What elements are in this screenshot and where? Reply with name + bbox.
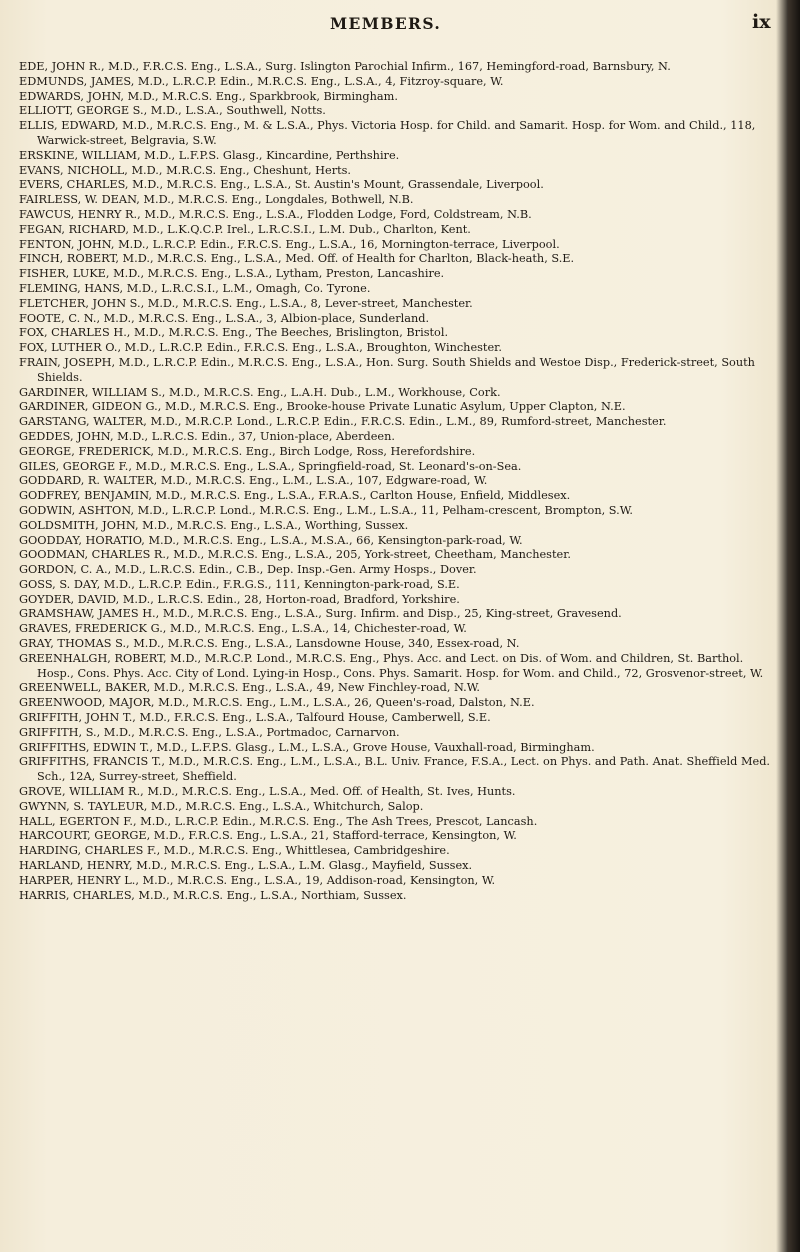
member-entry: EVERS, CHARLES, M.D., M.R.C.S. Eng., L.S.A., St. Austin's Mount, Grassendale, Liverpool.: [19, 178, 544, 192]
member-entry: FISHER, LUKE, M.D., M.R.C.S. Eng., L.S.A., Lytham, Preston, Lancashire.: [19, 267, 445, 281]
member-entry: GILES, GEORGE F., M.D., M.R.C.S. Eng., L.S.A., Springfield-road, St. Leonard's-on-Sea.: [19, 459, 522, 473]
member-entry: HARCOURT, GEORGE, M.D., F.R.C.S. Eng., L.S.A., 21, Stafford-terrace, Kensington, W.: [19, 829, 517, 843]
member-entry: HARDING, CHARLES F., M.D., M.R.C.S. Eng., Whittlesea, Cambridgeshire.: [19, 844, 450, 858]
member-entry: FOX, LUTHER O., M.D., L.R.C.P. Edin., F.R.C.S. Eng., L.S.A., Broughton, Winchester.: [19, 341, 502, 355]
member-entry: HARLAND, HENRY, M.D., M.R.C.S. Eng., L.S.A., L.M. Glasg., Mayfield, Sussex.: [19, 859, 473, 873]
page-header: [0, 11, 800, 42]
member-entry: HARPER, HENRY L., M.D., M.R.C.S. Eng., L.S.A., 19, Addison-road, Kensington, W.: [19, 873, 496, 887]
member-entry: GOYDER, DAVID, M.D., L.R.C.S. Edin., 28, Horton-road, Bradford, Yorkshire.: [19, 592, 460, 606]
member-entry: GARDINER, WILLIAM S., M.D., M.R.C.S. Eng., L.A.H. Dub., L.M., Workhouse, Cork.: [19, 385, 501, 399]
member-entry: GOSS, S. DAY, M.D., L.R.C.P. Edin., F.R.G.S., 111, Kennington-park-road, S.E.: [19, 577, 460, 591]
member-entry: GARDINER, GIDEON G., M.D., M.R.C.S. Eng., Brooke-house Private Lunatic Asylum, Upper Clapton, N.E.: [19, 400, 626, 414]
member-entry: FENTON, JOHN, M.D., L.R.C.P. Edin., F.R.C.S. Eng., L.S.A., 16, Mornington-terrace, Liverpool.: [19, 237, 560, 251]
member-entry: GODDARD, R. WALTER, M.D., M.R.C.S. Eng., L.M., L.S.A., 107, Edgware-road, W.: [19, 474, 488, 488]
member-entry: FLETCHER, JOHN S., M.D., M.R.C.S. Eng., L.S.A., 8, Lever-street, Manchester.: [19, 296, 473, 310]
member-entry: GWYNN, S. TAYLEUR, M.D., M.R.C.S. Eng., L.S.A., Whitchurch, Salop.: [19, 799, 424, 813]
member-entry: GRAY, THOMAS S., M.D., M.R.C.S. Eng., L.S.A., Lansdowne House, 340, Essex-road, N.: [19, 637, 520, 651]
member-entry: FLEMING, HANS, M.D., L.R.C.S.I., L.M., Omagh, Co. Tyrone.: [19, 281, 371, 295]
member-entry: FOX, CHARLES H., M.D., M.R.C.S. Eng., The Beeches, Brislington, Bristol.: [19, 326, 449, 340]
member-entry: ERSKINE, WILLIAM, M.D., L.F.P.S. Glasg., Kincardine, Perthshire.: [19, 148, 400, 162]
member-entry: GREENHALGH, ROBERT, M.D., M.R.C.P. Lond., M.R.C.S. Eng., Phys. Acc. and Lect. on Dis. of Wom. and Children, St. Barthol. Hosp., Cons. Phys. Acc. City of Lond. Lying-in Hosp., Cons. Phys. Samarit. Hosp. for Wom. and Child., 72, Grosvenor-street, W.: [19, 651, 764, 680]
member-entry: GRIFFITH, JOHN T., M.D., F.R.C.S. Eng., L.S.A., Talfourd House, Camberwell, S.E.: [19, 711, 491, 725]
member-entry: FINCH, ROBERT, M.D., M.R.C.S. Eng., L.S.A., Med. Off. of Health for Charlton, Black-heath, S.E.: [19, 252, 575, 266]
member-entry: EDWARDS, JOHN, M.D., M.R.C.S. Eng., Sparkbrook, Birmingham.: [19, 89, 398, 103]
member-entry: GREENWOOD, MAJOR, M.D., M.R.C.S. Eng., L.M., L.S.A., 26, Queen's-road, Dalston, N.E.: [19, 696, 535, 710]
member-entry: ELLIS, EDWARD, M.D., M.R.C.S. Eng., M. & L.S.A., Phys. Victoria Hosp. for Child. and Samarit. Hosp. for Wom. and Child., 118, Warwick-street, Belgravia, S.W.: [19, 119, 756, 147]
running-head: MEMBERS.: [330, 14, 442, 33]
member-entry: GROVE, WILLIAM R., M.D., M.R.C.S. Eng., L.S.A., Med. Off. of Health, St. Ives, Hunts.: [19, 785, 516, 799]
member-entry: GOLDSMITH, JOHN, M.D., M.R.C.S. Eng., L.S.A., Worthing, Sussex.: [19, 518, 409, 532]
member-entry: FRAIN, JOSEPH, M.D., L.R.C.P. Edin., M.R.C.S. Eng., L.S.A., Hon. Surg. South Shields and Westoe Disp., Frederick-street, South Shields.: [19, 355, 755, 384]
member-entry: FEGAN, RICHARD, M.D., L.K.Q.C.P. Irel., L.R.C.S.I., L.M. Dub., Charlton, Kent.: [19, 222, 471, 236]
member-entry: HALL, EGERTON F., M.D., L.R.C.P. Edin., M.R.C.S. Eng., The Ash Trees, Prescot, Lancash.: [19, 814, 538, 828]
member-entry: ELLIOTT, GEORGE S., M.D., L.S.A., Southwell, Notts.: [19, 104, 326, 118]
member-entry: HARRIS, CHARLES, M.D., M.R.C.S. Eng., L.S.A., Northiam, Sussex.: [19, 888, 407, 902]
book-spine-edge: [788, 0, 800, 1252]
member-entry: GRIFFITH, S., M.D., M.R.C.S. Eng., L.S.A., Portmadoc, Carnarvon.: [19, 725, 400, 739]
page-number: ix: [752, 11, 771, 33]
member-entry: EDMUNDS, JAMES, M.D., L.R.C.P. Edin., M.R.C.S. Eng., L.S.A., 4, Fitzroy-square, W.: [19, 74, 504, 88]
member-entry: EVANS, NICHOLL, M.D., M.R.C.S. Eng., Cheshunt, Herts.: [19, 163, 352, 177]
member-entry: GRAMSHAW, JAMES H., M.D., M.R.C.S. Eng., L.S.A., Surg. Infirm. and Disp., 25, King-street, Gravesend.: [19, 607, 622, 621]
member-entry: GEDDES, JOHN, M.D., L.R.C.S. Edin., 37, Union-place, Aberdeen.: [19, 429, 395, 443]
member-entry: GRIFFITHS, FRANCIS T., M.D., M.R.C.S. Eng., L.M., L.S.A., B.L. Univ. France, F.S.A., Lect. on Phys. and Path. Anat. Sheffield Med. Sch., 12A, Surrey-street, Sheffield.: [19, 755, 771, 784]
member-entry: GREENWELL, BAKER, M.D., M.R.C.S. Eng., L.S.A., 49, New Finchley-road, N.W.: [19, 681, 480, 695]
member-entry: EDE, JOHN R., M.D., F.R.C.S. Eng., L.S.A., Surg. Islington Parochial Infirm., 167, Hemingford-road, Barnsbury, N.: [19, 60, 671, 73]
member-entry: GRAVES, FREDERICK G., M.D., M.R.C.S. Eng., L.S.A., 14, Chichester-road, W.: [19, 622, 467, 636]
member-entry: GARSTANG, WALTER, M.D., M.R.C.P. Lond., L.R.C.P. Edin., F.R.C.S. Edin., L.M., 89, Rumford-street, Manchester.: [19, 415, 667, 429]
member-entry: GRIFFITHS, EDWIN T., M.D., L.F.P.S. Glasg., L.M., L.S.A., Grove House, Vauxhall-road, Birmingham.: [19, 740, 595, 754]
member-entry: GOODDAY, HORATIO, M.D., M.R.C.S. Eng., L.S.A., M.S.A., 66, Kensington-park-road, W.: [19, 533, 523, 547]
member-entry: GOODMAN, CHARLES R., M.D., M.R.C.S. Eng., L.S.A., 205, York-street, Cheetham, Manchester.: [19, 548, 571, 562]
member-entry: FAWCUS, HENRY R., M.D., M.R.C.S. Eng., L.S.A., Flodden Lodge, Ford, Coldstream, N.B.: [19, 207, 532, 221]
member-entry: GEORGE, FREDERICK, M.D., M.R.C.S. Eng., Birch Lodge, Ross, Herefordshire.: [19, 444, 476, 458]
member-entry: FOOTE, C. N., M.D., M.R.C.S. Eng., L.S.A., 3, Albion-place, Sunderland.: [19, 311, 430, 325]
member-list: [19, 60, 776, 903]
member-entry: GODFREY, BENJAMIN, M.D., M.R.C.S. Eng., L.S.A., F.R.A.S., Carlton House, Enfield, Middlesex.: [19, 489, 571, 503]
member-entry: GORDON, C. A., M.D., L.R.C.S. Edin., C.B., Dep. Insp.-Gen. Army Hosps., Dover.: [19, 563, 477, 577]
member-entry: FAIRLESS, W. DEAN, M.D., M.R.C.S. Eng., Longdales, Bothwell, N.B.: [19, 193, 414, 207]
member-entry: GODWIN, ASHTON, M.D., L.R.C.P. Lond., M.R.C.S. Eng., L.M., L.S.A., 11, Pelham-crescent, Brompton, S.W.: [19, 503, 633, 517]
